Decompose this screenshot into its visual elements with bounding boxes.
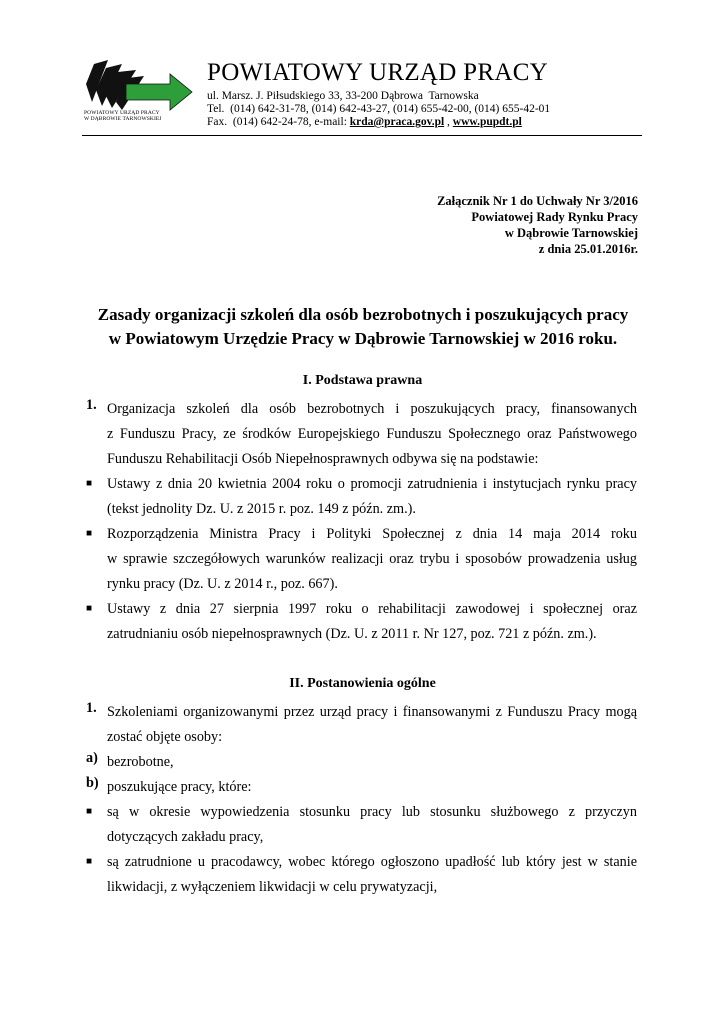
item-number: 1. [86,397,97,413]
list-item [107,775,637,800]
paragraph-line: zostać objęte osoby: [107,729,223,745]
section-heading: II. Postanowienia ogólne [289,676,436,691]
annex-line: Załącznik Nr 1 do Uchwały Nr 3/2016 [437,194,638,208]
section-heading: I. Podstawa prawna [302,373,423,388]
bullet-icon: ■ [86,603,93,614]
paragraph-line: poszukujące pracy, które: [107,779,252,795]
list-item [107,850,637,900]
email-link[interactable]: krda@praca.gov.pl [349,116,445,128]
paragraph-line: Organizacja szkoleń dla osób bezrobotnych i poszukujących pracy, finansowanych [107,401,637,417]
bullet-icon: ■ [86,478,93,489]
logo-caption-line1: POWIATOWY URZĄD PRACY [84,110,160,116]
paragraph-line: likwidacji, z wyłączeniem likwidacji w celu prywatyzacji, [107,879,438,895]
paragraph-line: bezrobotne, [107,754,174,770]
bullet-icon: ■ [86,856,93,867]
paragraph-line: Ustawy z dnia 20 kwietnia 2004 roku o promocji zatrudnienia i instytucjach rynku pracy [107,476,637,492]
paragraph-line: Szkoleniami organizowanymi przez urząd pracy i finansowanymi z Funduszu Pracy mogą [107,704,637,720]
annex-line: Powiatowej Rady Rynku Pracy [471,210,638,224]
bullet-icon: ■ [86,528,93,539]
paragraph-line: dotyczących zakładu pracy, [107,829,264,845]
office-address: ul. Marsz. J. Piłsudskiego 33, 33-200 Dąbrowa Tarnowska [207,90,479,102]
list-marker-a: a) [86,750,98,766]
paragraph-line: Rozporządzenia Ministra Pracy i Polityki Społecznej z dnia 14 maja 2014 roku [107,526,637,542]
list-item [107,472,637,522]
paragraph-line: Funduszu Rehabilitacji Osób Niepełnosprawnych odbywa się na podstawie: [107,451,539,467]
paragraph-line: zatrudnianiu osób niepełnosprawnych (Dz. U. z 2011 r. Nr 127, poz. 721 z późn. zm.). [107,626,597,642]
office-contact [207,116,522,128]
paragraph-line: (tekst jednolity Dz. U. z 2015 r. poz. 149 z późn. zm.). [107,501,416,517]
document-title [60,303,666,351]
paragraph [107,700,637,750]
paragraph-line: rynku pracy (Dz. U. z 2014 r., poz. 667). [107,576,338,592]
title-line: Zasady organizacji szkoleń dla osób bezrobotnych i poszukujących pracy [97,305,629,324]
bullet-icon: ■ [86,806,93,817]
paragraph-line: są zatrudnione u pracodawcy, wobec którego ogłoszono upadłość lub który jest w stanie [107,854,637,870]
item-number: 1. [86,700,97,716]
list-item [107,750,637,775]
list-item [107,597,637,647]
paragraph-line: są w okresie wypowiedzenia stosunku pracy lub stosunku służbowego z przyczyn [107,804,637,820]
title-line: w Powiatowym Urzędzie Pracy w Dąbrowie Tarnowskiej w 2016 roku. [108,329,618,348]
paragraph-line: Ustawy z dnia 27 sierpnia 1997 roku o rehabilitacji zawodowej i społecznej oraz [107,601,637,617]
office-name: POWIATOWY URZĄD PRACY [207,59,549,86]
website-link[interactable]: www.pupdt.pl [452,116,522,128]
annex-reference [437,193,638,257]
paragraph-line: z Funduszu Pracy, ze środków Europejskiego Funduszu Społecznego oraz Państwowego [107,426,637,442]
paragraph [107,397,637,472]
fax-prefix: Fax. (014) 642-24-78, e-mail: [207,116,350,128]
list-item [107,800,637,850]
logo-caption-line2: W DĄBROWIE TARNOWSKIEJ [84,116,162,122]
logo-caption [84,110,162,122]
annex-line: w Dąbrowie Tarnowskiej [504,226,638,240]
contact-separator: , [444,116,453,128]
list-marker-b: b) [86,775,99,791]
office-phone: Tel. (014) 642-31-78, (014) 642-43-27, (014) 655-42-00, (014) 655-42-01 [207,103,551,115]
paragraph-line: w sprawie szczegółowych warunków realizacji oraz trybu i sposobów prowadzenia usług [107,551,637,567]
list-item [107,522,637,597]
header-divider [82,135,642,136]
annex-line: z dnia 25.01.2016r. [538,242,638,256]
